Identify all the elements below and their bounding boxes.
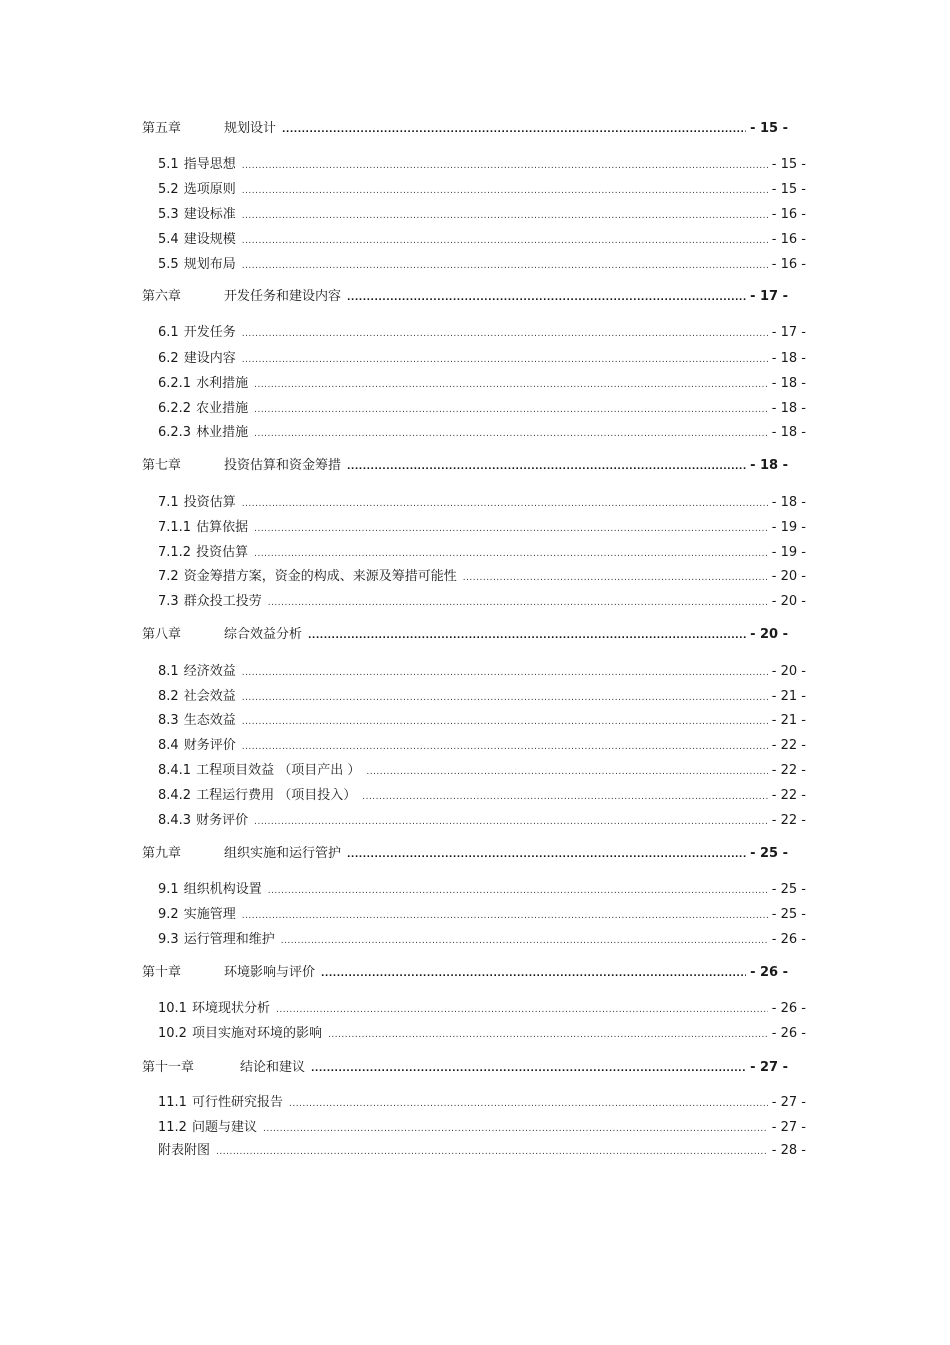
toc-section-entry[interactable] (158, 545, 806, 562)
page-number: - 27 - (771, 1120, 806, 1135)
dot-leader (242, 665, 768, 681)
section-number: 6.2.1 (158, 376, 192, 391)
page-number: - 18 - (771, 425, 806, 440)
toc-section-entry[interactable] (158, 207, 806, 224)
toc-section-entry[interactable] (158, 763, 806, 780)
section-title: 经济效益 (183, 664, 236, 679)
page-number: - 18 - (771, 495, 806, 510)
section-title: 指导思想 (183, 157, 236, 172)
dot-leader (362, 789, 768, 805)
toc-chapter-entry[interactable] (142, 1060, 788, 1077)
toc-entry-label (142, 627, 302, 643)
page-number: - 16 - (771, 232, 806, 247)
toc-section-entry[interactable] (158, 1095, 806, 1112)
toc-section-entry[interactable] (158, 713, 806, 730)
dot-leader (216, 1144, 768, 1160)
toc-entry-label (158, 157, 236, 173)
chapter-number: 第六章 (142, 289, 182, 304)
toc-entry-label (158, 813, 248, 829)
toc-entry-label (142, 965, 315, 981)
page-number: - 19 - (771, 545, 806, 560)
section-number: 9.3 (158, 932, 179, 947)
section-number: 6.1 (158, 325, 179, 340)
dot-leader (254, 814, 768, 830)
section-number: 8.4 (158, 738, 179, 753)
section-number: 11.2 (158, 1120, 187, 1135)
section-title: 群众投工投劳 (183, 594, 262, 609)
dot-leader (242, 714, 768, 730)
toc-section-entry[interactable] (158, 932, 806, 949)
toc-chapter-entry[interactable] (142, 121, 788, 138)
dot-leader (242, 739, 768, 755)
toc-section-entry[interactable] (158, 689, 806, 706)
toc-entry-label (158, 1143, 210, 1159)
section-number: 8.4.2 (158, 788, 192, 803)
toc-section-entry[interactable] (158, 325, 806, 342)
section-number: 10.1 (158, 1001, 187, 1016)
chapter-number: 第九章 (142, 846, 182, 861)
page-number: - 18 - (771, 401, 806, 416)
section-title: 估算依据 (196, 520, 249, 535)
section-number: 8.4.1 (158, 763, 192, 778)
section-title: 附表附图 (158, 1143, 211, 1158)
dot-leader (242, 326, 768, 342)
dot-leader (242, 258, 768, 274)
toc-entry-label (158, 907, 236, 923)
toc-chapter-entry[interactable] (142, 289, 788, 306)
page-number: - 27 - (771, 1095, 806, 1110)
section-title: 财务评价 (196, 813, 249, 828)
section-number: 5.3 (158, 207, 179, 222)
toc-chapter-entry[interactable] (142, 965, 788, 982)
section-title: 项目实施对环境的影响 (191, 1026, 322, 1041)
toc-entry-label (158, 788, 356, 804)
section-number: 8.1 (158, 664, 179, 679)
chapter-number: 第十章 (142, 965, 182, 980)
toc-section-entry[interactable] (158, 664, 806, 681)
chapter-number: 第十一章 (142, 1060, 195, 1075)
chapter-title: 环境影响与评价 (224, 965, 316, 980)
page-number: - 18 - (771, 351, 806, 366)
section-number: 6.2.2 (158, 401, 192, 416)
toc-section-entry[interactable] (158, 157, 806, 174)
toc-entry-label (158, 569, 457, 585)
toc-section-entry[interactable] (158, 594, 806, 611)
page-number: - 17 - (771, 325, 806, 340)
toc-section-entry[interactable] (158, 376, 806, 393)
page-number: - 28 - (771, 1143, 806, 1158)
toc-entry-label (158, 763, 360, 779)
section-number: 7.1 (158, 495, 179, 510)
section-title: 投资估算 (196, 545, 249, 560)
dot-leader (463, 570, 768, 586)
page-number: - 15 - (771, 182, 806, 197)
toc-entry-label (158, 689, 236, 705)
section-number: 7.3 (158, 594, 179, 609)
page-number: - 22 - (771, 788, 806, 803)
toc-section-entry[interactable] (158, 569, 806, 586)
section-number: 7.2 (158, 569, 179, 584)
toc-section-entry[interactable] (158, 1120, 806, 1137)
dot-leader (289, 1096, 768, 1112)
toc-entry-label (158, 713, 236, 729)
section-title: 水利措施 (196, 376, 249, 391)
dot-leader (242, 233, 768, 249)
toc-entry-label (142, 1060, 305, 1076)
dot-leader (268, 595, 768, 611)
toc-entry-label (158, 495, 236, 511)
section-number: 6.2 (158, 351, 179, 366)
section-title: 建设规模 (183, 232, 236, 247)
section-title: 环境现状分析 (191, 1001, 270, 1016)
dot-leader (311, 1061, 746, 1077)
page-number: - 18 - (771, 376, 806, 391)
dot-leader (254, 546, 768, 562)
page-number: - 26 - (771, 1026, 806, 1041)
chapter-number: 第八章 (142, 627, 182, 642)
page-number: - 20 - (750, 627, 788, 642)
page-number: - 26 - (750, 965, 788, 980)
section-title: 选项原则 (183, 182, 236, 197)
toc-entry-label (158, 932, 275, 948)
dot-leader (276, 1002, 768, 1018)
toc-chapter-entry[interactable] (142, 627, 788, 644)
page-number: - 22 - (771, 738, 806, 753)
section-number: 5.5 (158, 257, 179, 272)
chapter-number: 第七章 (142, 458, 182, 473)
dot-leader (282, 122, 746, 138)
toc-entry-label (158, 351, 236, 367)
section-title: 资金筹措方案，资金的构成、来源及筹措可能性 (183, 569, 457, 584)
dot-leader (366, 764, 767, 780)
dot-leader (328, 1027, 768, 1043)
section-title: 生态效益 (183, 713, 236, 728)
dot-leader (254, 402, 768, 418)
dot-leader (254, 377, 768, 393)
chapter-title: 开发任务和建设内容 (224, 289, 342, 304)
section-title: 工程项目效益 （项目产出 ） (196, 763, 361, 778)
page-number: - 26 - (771, 1001, 806, 1016)
page-number: - 19 - (771, 520, 806, 535)
toc-entry-label (158, 882, 262, 898)
dot-leader (281, 933, 768, 949)
toc-section-entry[interactable] (158, 401, 806, 418)
page-number: - 18 - (750, 458, 788, 473)
toc-entry-label (142, 289, 341, 305)
dot-leader (242, 208, 768, 224)
page-number: - 21 - (771, 689, 806, 704)
toc-entry-label (158, 520, 248, 536)
toc-section-entry[interactable] (158, 520, 806, 537)
toc-entry-label (158, 664, 236, 680)
page-number: - 25 - (771, 907, 806, 922)
toc-section-entry[interactable] (158, 882, 806, 899)
toc-section-entry[interactable] (158, 1001, 806, 1018)
dot-leader (268, 883, 768, 899)
toc-section-entry[interactable] (158, 907, 806, 924)
dot-leader (308, 628, 746, 644)
chapter-title: 综合效益分析 (224, 627, 303, 642)
chapter-number: 第五章 (142, 121, 182, 136)
toc-entry-label (142, 121, 276, 137)
section-title: 运行管理和维护 (183, 932, 275, 947)
toc-section-entry[interactable] (158, 232, 806, 249)
toc-section-entry[interactable] (158, 257, 806, 274)
dot-leader (347, 459, 746, 475)
toc-section-entry[interactable] (158, 1026, 806, 1043)
section-number: 8.4.3 (158, 813, 192, 828)
section-title: 问题与建议 (191, 1120, 257, 1135)
section-title: 社会效益 (183, 689, 236, 704)
dot-leader (242, 496, 768, 512)
toc-entry-label (158, 738, 236, 754)
section-title: 投资估算 (183, 495, 236, 510)
toc-entry-label (158, 257, 236, 273)
page-number: - 15 - (750, 121, 788, 136)
page-number: - 25 - (771, 882, 806, 897)
section-title: 财务评价 (183, 738, 236, 753)
toc-section-entry[interactable] (158, 182, 806, 199)
toc-entry-label (158, 1026, 322, 1042)
toc-entry-label (158, 182, 236, 198)
dot-leader (242, 690, 768, 706)
section-number: 6.2.3 (158, 425, 192, 440)
dot-leader (254, 521, 768, 537)
page-number: - 21 - (771, 713, 806, 728)
page-number: - 22 - (771, 813, 806, 828)
page-number: - 20 - (771, 594, 806, 609)
toc-entry-label (158, 545, 248, 561)
toc-section-entry[interactable] (158, 495, 806, 512)
toc-chapter-entry[interactable] (142, 846, 788, 863)
page-number: - 20 - (771, 569, 806, 584)
section-title: 可行性研究报告 (191, 1095, 283, 1110)
page-number: - 16 - (771, 207, 806, 222)
section-title: 农业措施 (196, 401, 249, 416)
toc-entry-label (158, 207, 236, 223)
toc-section-entry[interactable] (158, 788, 806, 805)
toc-section-entry[interactable] (158, 351, 806, 368)
toc-entry-label (158, 325, 236, 341)
chapter-title: 结论和建议 (240, 1060, 306, 1075)
section-number: 5.4 (158, 232, 179, 247)
toc-section-entry[interactable] (158, 1143, 806, 1160)
section-title: 实施管理 (183, 907, 236, 922)
toc-entry-label (158, 425, 248, 441)
section-title: 工程运行费用 （项目投入） (196, 788, 357, 803)
toc-entry-label (158, 594, 262, 610)
dot-leader (263, 1121, 768, 1137)
toc-section-entry[interactable] (158, 425, 806, 442)
section-number: 7.1.1 (158, 520, 192, 535)
toc-chapter-entry[interactable] (142, 458, 788, 475)
dot-leader (242, 183, 768, 199)
section-title: 组织机构设置 (183, 882, 262, 897)
toc-entry-label (142, 458, 341, 474)
section-number: 10.2 (158, 1026, 187, 1041)
section-number: 8.2 (158, 689, 179, 704)
dot-leader (254, 426, 768, 442)
section-number: 11.1 (158, 1095, 187, 1110)
section-number: 8.3 (158, 713, 179, 728)
toc-entry-label (158, 401, 248, 417)
page-number: - 20 - (771, 664, 806, 679)
section-title: 规划布局 (183, 257, 236, 272)
chapter-title: 规划设计 (224, 121, 277, 136)
toc-entry-label (158, 376, 248, 392)
toc-entry-label (158, 232, 236, 248)
dot-leader (242, 908, 768, 924)
section-title: 建设标准 (183, 207, 236, 222)
chapter-title: 组织实施和运行管护 (224, 846, 342, 861)
page-number: - 27 - (750, 1060, 788, 1075)
section-number: 7.1.2 (158, 545, 192, 560)
toc-entry-label (158, 1001, 270, 1017)
dot-leader (242, 352, 768, 368)
toc-entry-label (158, 1120, 257, 1136)
dot-leader (242, 158, 768, 174)
page-number: - 26 - (771, 932, 806, 947)
page-number: - 15 - (771, 157, 806, 172)
dot-leader (321, 966, 746, 982)
page-number: - 22 - (771, 763, 806, 778)
section-number: 5.1 (158, 157, 179, 172)
page-number: - 25 - (750, 846, 788, 861)
dot-leader (347, 847, 746, 863)
page-number: - 17 - (750, 289, 788, 304)
chapter-title: 投资估算和资金筹措 (224, 458, 342, 473)
section-number: 5.2 (158, 182, 179, 197)
toc-section-entry[interactable] (158, 813, 806, 830)
toc-section-entry[interactable] (158, 738, 806, 755)
dot-leader (347, 290, 746, 306)
toc-entry-label (142, 846, 341, 862)
section-title: 开发任务 (183, 325, 236, 340)
toc-entry-label (158, 1095, 283, 1111)
section-number: 9.1 (158, 882, 179, 897)
page-number: - 16 - (771, 257, 806, 272)
section-title: 林业措施 (196, 425, 249, 440)
section-title: 建设内容 (183, 351, 236, 366)
section-number: 9.2 (158, 907, 179, 922)
